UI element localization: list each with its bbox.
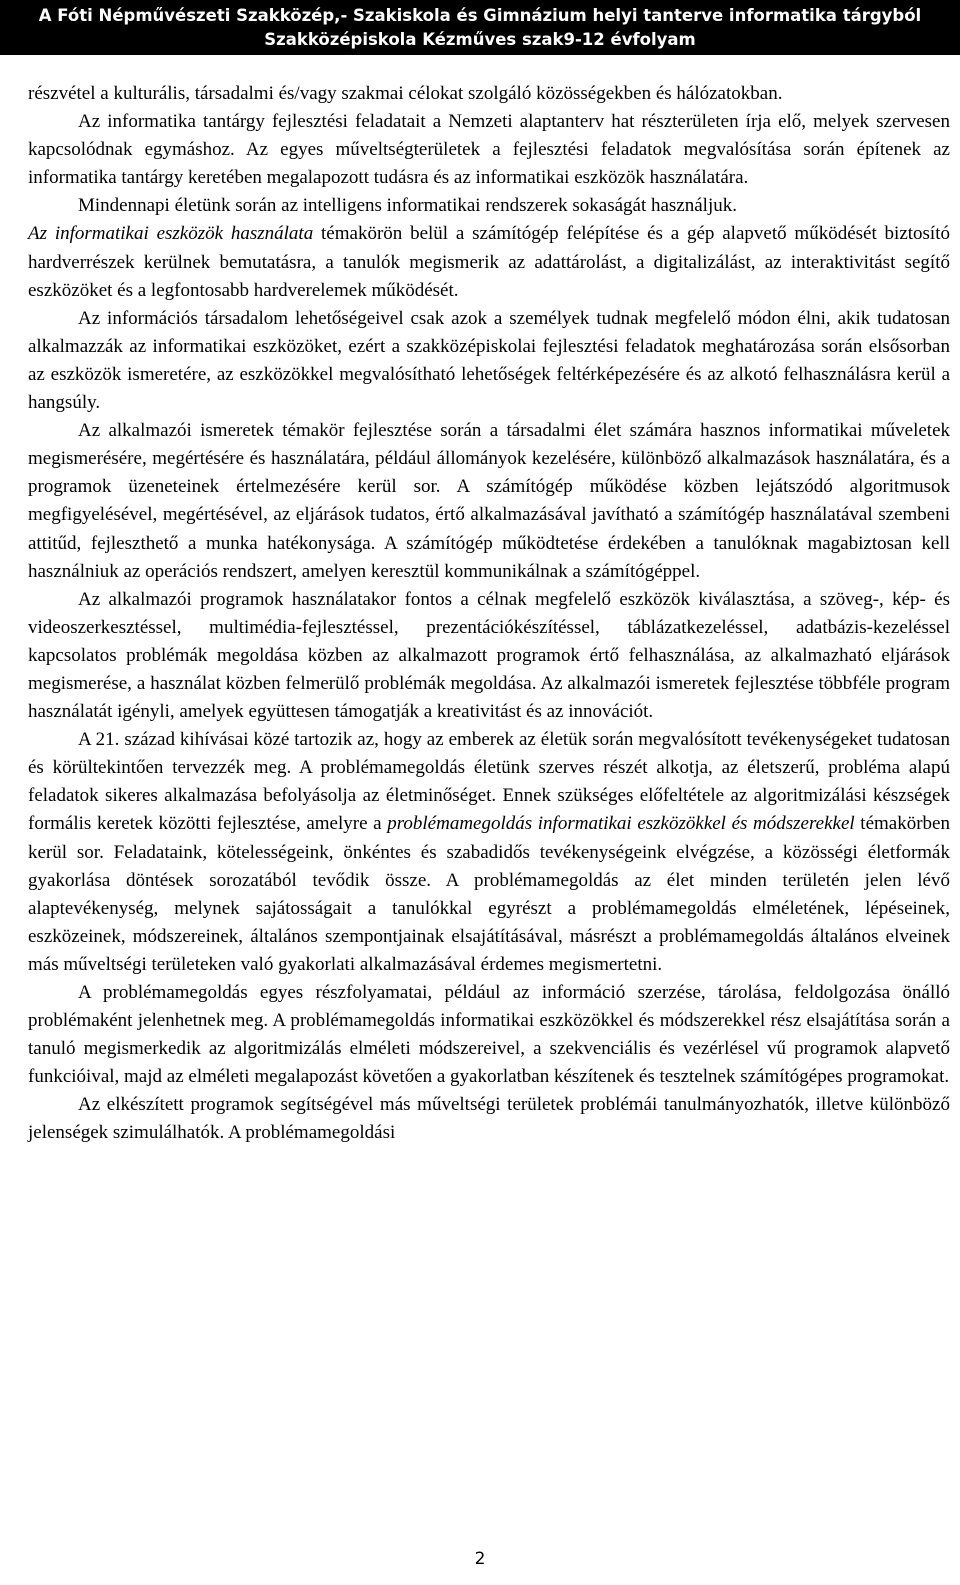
- header-title-line1: A Fóti Népművészeti Szakközép,- Szakiskola és Gimnázium helyi tanterve informatika tárgyból: [38, 6, 922, 25]
- paragraph: Mindennapi életünk során az intelligens informatikai rendszerek sokaságát használjuk.: [78, 195, 737, 217]
- page-number: 2: [474, 1549, 486, 1569]
- paragraph: Az alkalmazói programok használatakor fontos a célnak megfelelő eszközök kiválasztása, a szöveg-, kép- és videoszerkesztéssel, multimédia-fejlesztéssel, prezentációkészítéssel, táblázatkezeléssel, adatbázis-kezeléssel kapcsolatos problémák megoldása közben az alkalmazott programok értő felhasználása, az alkalmazható eljárások megismerése, a használat közben felmerülő problémák megoldása. Az alkalmazói ismeretek fejlesztése többféle program használatát igényli, amelyek együttesen támogatják a kreativitást és az innovációt.: [28, 588, 950, 723]
- paragraph: részvétel a kulturális, társadalmi és/vagy szakmai célokat szolgáló közösségekben és hálózatokban.: [28, 83, 783, 104]
- document-body: [28, 80, 950, 1148]
- paragraph: Az alkalmazói ismeretek témakör fejlesztése során a társadalmi élet számára hasznos informatikai műveletek megismerésére, megértésére és használatára, például állományok kezelésére, különböző alkalmazások használatára, és a programok üzeneteinek értelmezésére kerül sor. A számítógép működése közben lejátszódó algoritmusok megfigyelésével, megértésével, az eljárások tudatos, értő alkalmazásával javítható a számítógép használatával szembeni attitűd, fejleszthető a munka hatékonysága. A számítógép működtetése érdekében a tanulóknak magabiztosan kell használniuk az operációs rendszert, amelyen keresztül kommunikálnak a számítógéppel.: [28, 420, 950, 582]
- italic-phrase: Az informatikai eszközök használata: [28, 223, 314, 245]
- paragraph: [28, 220, 950, 304]
- paragraph: Az információs társadalom lehetőségeivel csak azok a személyek tudnak megfelelő módon élni, akik tudatosan alkalmazzák az informatikai eszközöket, ezért a szakközépiskolai fejlesztési feladatok meghatározása során elsősorban az eszközök ismeretére, az eszközökkel megvalósítható lehetőségek feltérképezésére és az alkotó felhasználásra kerül a hangsúly.: [28, 307, 950, 414]
- header-title-line2: Szakközépiskola Kézműves szak9-12 évfolyam: [264, 30, 696, 49]
- paragraph-text: témakörön belül a számítógép felépítése és a gép alapvető működését biztosító hardverrészek kerülnek bemutatásra, a tanulók megismerik az adattárolást, a digitalizálást, az interaktivitást segítő eszközöket és a legfontosabb hardverelemek működését.: [28, 223, 950, 301]
- italic-phrase: problémamegoldás informatikai eszközökkel és módszerekkel: [387, 813, 855, 835]
- paragraph: [28, 726, 950, 979]
- paragraph: A problémamegoldás egyes részfolyamatai, például az információ szerzése, tárolása, feldolgozása önálló problémaként jelenhetnek meg. A problémamegoldás informatikai eszközökkel és módszerekkel rész elsajátítása során a tanuló megismerkedik az algoritmizálás elméleti módszereivel, a szekvenciális és vezérlésel vű programok alapvető funkcióival, majd az elméleti megalapozást követően a gyakorlatban készítenek és tesztelnek számítógépes programokat.: [28, 982, 950, 1088]
- paragraph-text: témakörben kerül sor. Feladataink, kötelességeink, önkéntes és szabadidős tevékenységeink elvégzése, a közösségi életformák gyakorlása döntések sorozatából tevődik össze. A problémamegoldás az élet minden területén jelen lévő alaptevékenység, melynek sajátosságait a tanulókkal egyrészt a problémamegoldás elméletének, lépéseinek, eszközeinek, módszereinek, általános szempontjainak elsajátításával, másrészt a problémamegoldás általános elveinek más műveltségi területeken való gyakorlati alkalmazásával érdemes megismertetni.: [28, 813, 950, 975]
- document-header: [0, 0, 960, 55]
- paragraph: Az elkészített programok segítségével más műveltségi területek problémái tanulmányozhatók, illetve különböző jelenségek szimulálhatók. A problémamegoldási: [28, 1094, 950, 1144]
- paragraph-text: A 21. század kihívásai közé tartozik az, hogy az emberek az életük során megvalósított tevékenységeket tudatosan és körültekintően tervezzék meg. A problémamegoldás életünk szerves részét alkotja, az életszerű, probléma alapú feladatok sikeres alkalmazása befolyásolja az életminőséget. Ennek szükséges előfeltétele az algoritmizálási készségek formális keretek közötti fejlesztése, amelyre a: [28, 729, 950, 835]
- paragraph: Az informatika tantárgy fejlesztési feladatait a Nemzeti alaptanterv hat részterületen írja elő, melyek szervesen kapcsolódnak egymáshoz. Az egyes műveltségterületek a fejlesztési feladatok megvalósítása során építenek az informatika tantárgy keretében megalapozott tudásra és az informatikai eszközök használatára.: [28, 111, 950, 189]
